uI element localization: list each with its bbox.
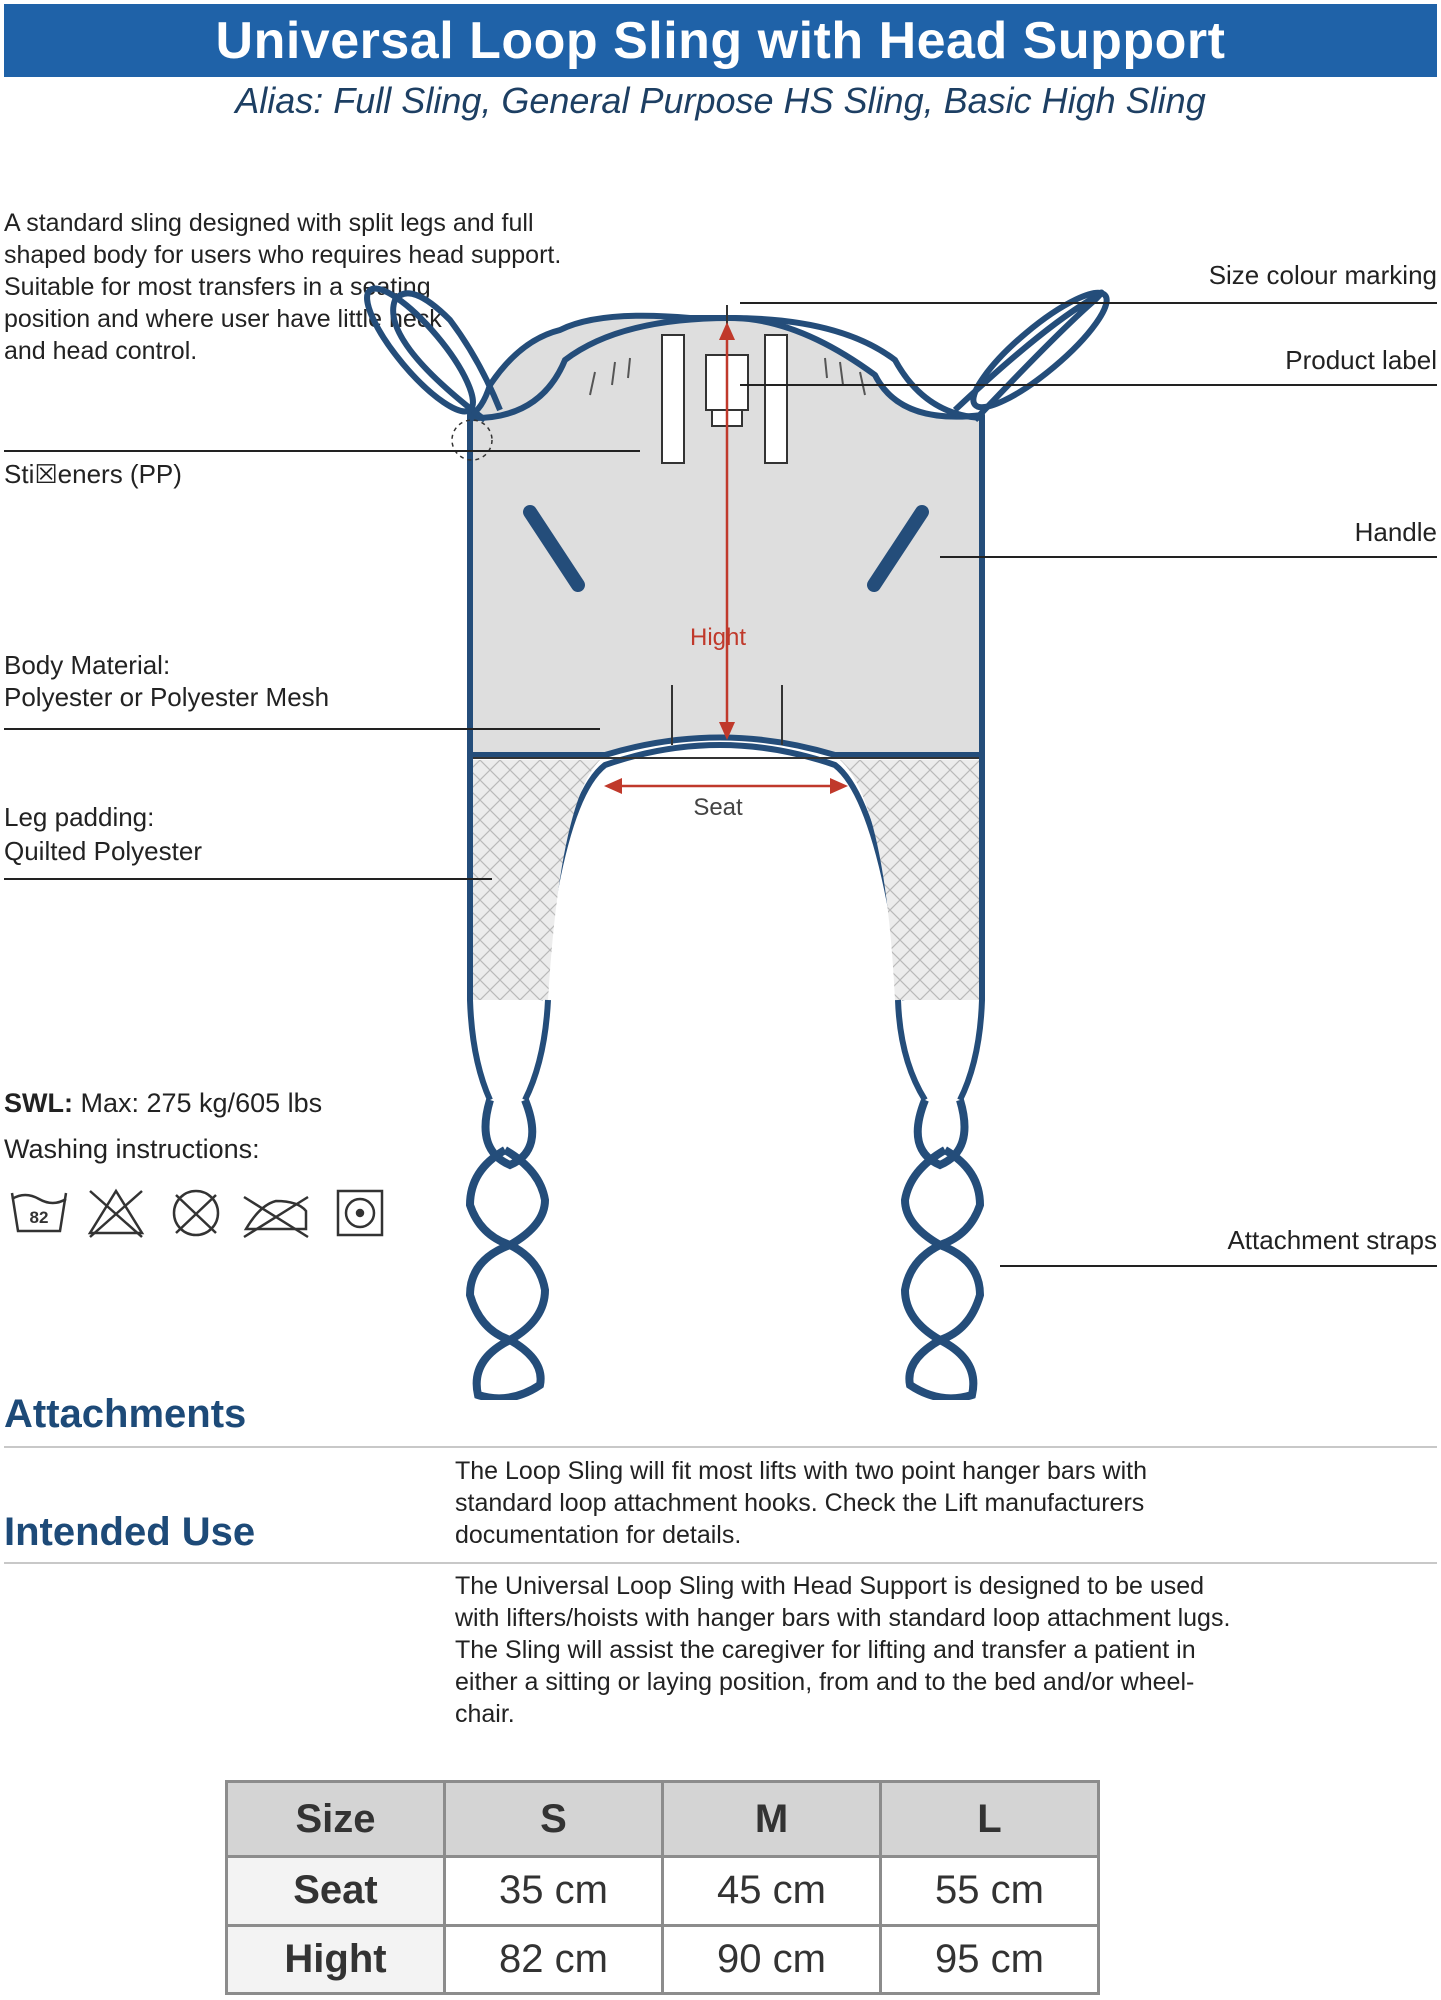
callout-leg-padding-label: Leg padding: — [4, 802, 155, 832]
size-table-cell: 82 cm — [445, 1925, 663, 1994]
svg-text:82: 82 — [29, 1208, 49, 1227]
size-table-header-row — [227, 1782, 1099, 1857]
seat-dimension-label: Seat — [693, 794, 743, 821]
size-header-cell: S — [445, 1782, 663, 1857]
no-bleach-icon — [90, 1191, 142, 1237]
size-header-cell: L — [881, 1782, 1099, 1857]
intended-use-line: chair. — [455, 1700, 515, 1728]
description-line: A standard sling designed with split legs and full — [4, 209, 534, 237]
size-table-cell: 95 cm — [881, 1925, 1099, 1994]
stiffener-left — [662, 335, 684, 463]
callout-body-material-label: Body Material: — [4, 650, 171, 680]
size-row-label: Seat — [227, 1857, 445, 1926]
attachments-heading: Attachments — [4, 1392, 247, 1436]
left-leg-inner — [525, 1000, 548, 1100]
pointer-body-material — [4, 728, 600, 730]
callout-handle: Handle — [1354, 517, 1437, 547]
seat-opening — [540, 745, 905, 1000]
size-table-cell: 90 cm — [663, 1925, 881, 1994]
intended-use-line: with lifters/hoists with hanger bars with standard loop attachment lugs. — [455, 1604, 1231, 1632]
swl-label: SWL: — [4, 1088, 73, 1118]
size-header-cell: Size — [227, 1782, 445, 1857]
description-line: shaped body for users who requires head support. — [4, 241, 562, 269]
attachments-text — [455, 1455, 1430, 1551]
pointer-leg-padding — [4, 878, 492, 880]
size-table-row — [227, 1857, 1099, 1926]
no-tumble-dry-icon — [174, 1191, 218, 1235]
description-line: position and where user have little neck — [4, 305, 442, 333]
attachments-line: documentation for details. — [455, 1521, 742, 1549]
pointer-attachment-straps — [1000, 1265, 1437, 1267]
wash-82-icon — [12, 1193, 66, 1231]
description-line: Suitable for most transfers in a seating — [4, 273, 431, 301]
intended-use-text — [455, 1570, 1430, 1730]
no-iron-icon — [244, 1197, 308, 1237]
size-row-label: Hight — [227, 1925, 445, 1994]
callout-attachment-straps: Attachment straps — [1227, 1225, 1437, 1255]
description-line: and head control. — [4, 337, 198, 365]
pointer-handle — [940, 556, 1437, 558]
washing-icons — [8, 1183, 388, 1243]
attachments-line: standard loop attachment hooks. Check the Lift manufacturers — [455, 1489, 1145, 1517]
height-dimension-label: Hight — [689, 624, 747, 651]
swl-value: Max: 275 kg/605 lbs — [72, 1088, 323, 1118]
safe-working-load — [4, 1088, 322, 1119]
stiffener-right — [765, 335, 787, 463]
size-table-cell: 55 cm — [881, 1857, 1099, 1926]
callout-product-label: Product label — [1285, 345, 1437, 375]
size-table-row — [227, 1925, 1099, 1994]
intended-use-heading: Intended Use — [4, 1510, 256, 1554]
washing-instructions-label: Washing instructions: — [4, 1134, 260, 1164]
size-table — [225, 1780, 1100, 1995]
callout-body-material-value: Polyester or Polyester Mesh — [4, 682, 330, 712]
callout-size-colour-marking: Size colour marking — [1208, 260, 1437, 290]
callout-stiffeners: Sti☒eners (PP) — [4, 459, 182, 489]
intended-use-line: either a sitting or laying position, from and to the bed and/or wheel- — [455, 1668, 1195, 1696]
intended-use-line: The Universal Loop Sling with Head Support is designed to be used — [455, 1572, 1205, 1600]
size-header-cell: M — [663, 1782, 881, 1857]
callout-leg-padding-value: Quilted Polyester — [4, 836, 202, 866]
attachments-rule — [4, 1446, 1437, 1448]
intended-use-rule — [4, 1562, 1437, 1564]
right-attachment-strap — [905, 1100, 980, 1398]
page-title: Universal Loop Sling with Head Support — [215, 11, 1226, 70]
size-table-cell: 45 cm — [663, 1857, 881, 1926]
right-leg-inner — [898, 1000, 925, 1100]
pointer-stiffeners — [4, 450, 640, 452]
pointer-product-label — [740, 384, 1437, 386]
alias-subtitle: Alias: Full Sling, General Purpose HS Sling, Basic High Sling — [235, 80, 1206, 121]
dry-clean-icon — [338, 1191, 382, 1235]
intended-use-line: The Sling will assist the caregiver for lifting and transfer a patient in — [455, 1636, 1196, 1664]
size-table-cell: 35 cm — [445, 1857, 663, 1926]
pointer-size-colour-marking — [740, 302, 1437, 304]
attachments-line: The Loop Sling will fit most lifts with two point hanger bars with — [455, 1457, 1147, 1485]
right-shoulder-loop — [955, 293, 1101, 421]
left-attachment-strap — [470, 1100, 545, 1398]
